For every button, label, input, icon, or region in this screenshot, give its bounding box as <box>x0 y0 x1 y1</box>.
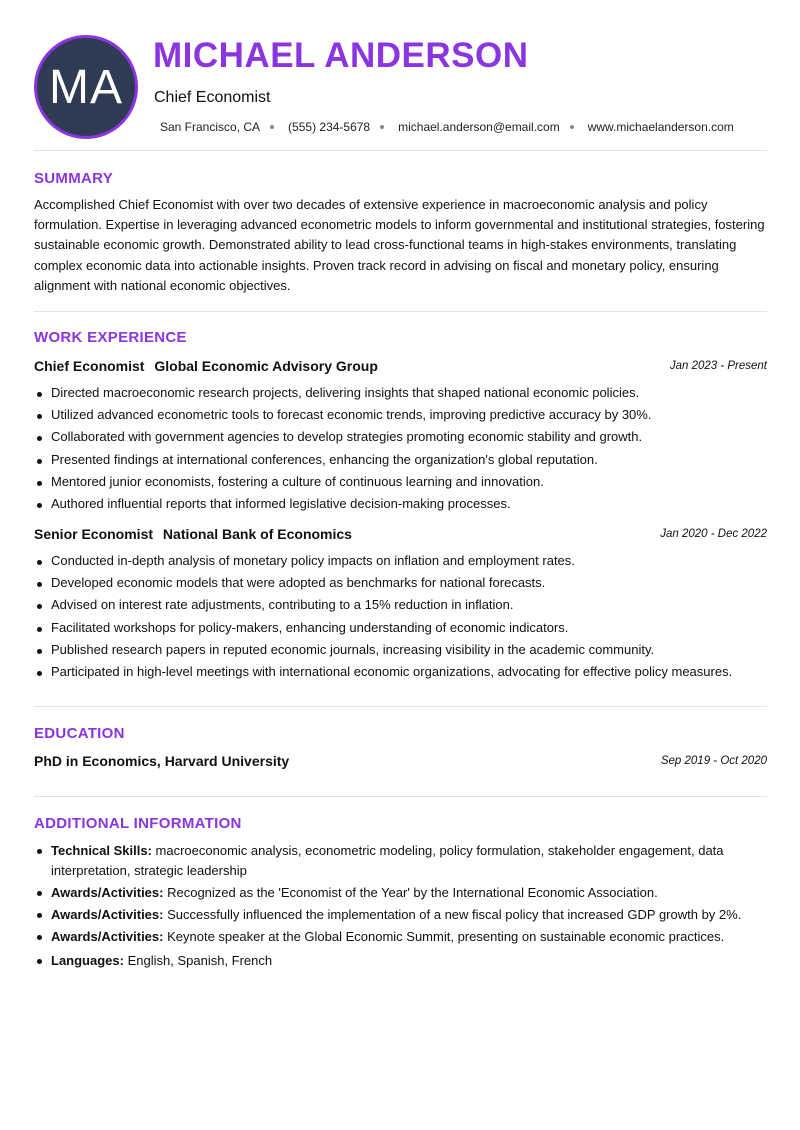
summary-heading: SUMMARY <box>34 170 114 187</box>
list-item: Authored influential reports that informed legislative decision-making processes. <box>34 495 769 517</box>
divider <box>34 796 767 797</box>
divider <box>34 311 767 312</box>
list-item: Collaborated with government agencies to develop strategies promoting economic stability and growth. <box>34 428 769 450</box>
job-bullets <box>34 552 769 685</box>
item-text: Recognized as the 'Economist of the Year' by the International Economic Association. <box>167 885 658 900</box>
list-item: Mentored junior economists, fostering a culture of continuous learning and innovation. <box>34 473 769 495</box>
item-label: Awards/Activities: <box>51 907 164 922</box>
list-item: Utilized advanced econometric tools to forecast economic trends, improving predictive accuracy by 30%. <box>34 406 769 428</box>
list-item: Presented findings at international conferences, enhancing the organization's global reputation. <box>34 451 769 473</box>
list-item <box>34 841 769 881</box>
additional-heading: ADDITIONAL INFORMATION <box>34 815 242 832</box>
item-text: Successfully influenced the implementation of a new fiscal policy that increased GDP growth by 2%. <box>167 907 742 922</box>
experience-heading: WORK EXPERIENCE <box>34 329 187 346</box>
list-item: Advised on interest rate adjustments, contributing to a 15% reduction in inflation. <box>34 596 769 618</box>
contact-phone: (555) 234-5678 <box>288 120 371 134</box>
list-item <box>34 883 769 903</box>
item-text: English, Spanish, French <box>127 953 273 968</box>
job-org: National Bank of Economics <box>162 526 352 542</box>
summary-text: Accomplished Chief Economist with over two decades of extensive experience in macroeconomic analysis and policy formulation. Expertise in leveraging advanced econometric models to inform governmental and institutional strategies, fostering sustainable economic growth. Demonstrated ability to lead cross-functional teams in high-stakes environments, translating complex economic data into actionable insights. Proven track record in advising on fiscal and monetary policy, ensuring alignment with national economic objectives. <box>34 197 765 293</box>
divider <box>34 706 767 707</box>
job-dates: Jan 2023 - Present <box>669 360 767 372</box>
divider <box>34 150 767 151</box>
contact-website[interactable]: www.michaelanderson.com <box>587 120 734 134</box>
list-item <box>34 927 769 947</box>
avatar <box>34 35 138 139</box>
education-dates: Sep 2019 - Oct 2020 <box>660 755 767 767</box>
item-label: Awards/Activities: <box>51 885 164 900</box>
separator-dot-icon <box>570 125 574 129</box>
contact-location: San Francisco, CA <box>160 120 261 134</box>
job-org: Global Economic Advisory Group <box>154 358 378 374</box>
list-item <box>34 905 769 925</box>
item-label: Technical Skills: <box>51 843 152 858</box>
additional-list <box>34 841 769 973</box>
education-heading: EDUCATION <box>34 725 125 742</box>
item-text: Keynote speaker at the Global Economic Summit, presenting on sustainable economic practices. <box>167 929 725 944</box>
list-item: Published research papers in reputed economic journals, increasing visibility in the academic community. <box>34 641 769 663</box>
job-header <box>34 358 767 374</box>
list-item: Developed economic models that were adopted as benchmarks for national forecasts. <box>34 574 769 596</box>
job-bullets <box>34 384 769 517</box>
candidate-name: MICHAEL ANDERSON <box>153 36 529 75</box>
item-label: Languages: <box>51 953 124 968</box>
separator-dot-icon <box>270 125 274 129</box>
education-degree: PhD in Economics, Harvard University <box>34 753 290 769</box>
list-item: Conducted in-depth analysis of monetary policy impacts on inflation and employment rates. <box>34 552 769 574</box>
job-header <box>34 526 767 542</box>
job-role: Chief Economist <box>34 358 145 374</box>
list-item <box>34 951 769 971</box>
job-role: Senior Economist <box>34 526 154 542</box>
avatar-initials: MA <box>49 60 123 114</box>
separator-dot-icon <box>380 125 384 129</box>
education-entry <box>34 753 767 769</box>
item-text: macroeconomic analysis, econometric modeling, policy formulation, stakeholder engagement, data interpretation, strategic leadership <box>51 843 724 878</box>
list-item: Participated in high-level meetings with international economic organizations, advocating for effective policy measures. <box>34 663 769 685</box>
contact-bar <box>160 120 734 134</box>
candidate-title: Chief Economist <box>154 89 271 106</box>
contact-email[interactable]: michael.anderson@email.com <box>398 120 560 134</box>
list-item: Facilitated workshops for policy-makers, enhancing understanding of economic indicators. <box>34 619 769 641</box>
list-item: Directed macroeconomic research projects, delivering insights that shaped national economic policies. <box>34 384 769 406</box>
item-label: Awards/Activities: <box>51 929 164 944</box>
job-dates: Jan 2020 - Dec 2022 <box>660 528 767 540</box>
